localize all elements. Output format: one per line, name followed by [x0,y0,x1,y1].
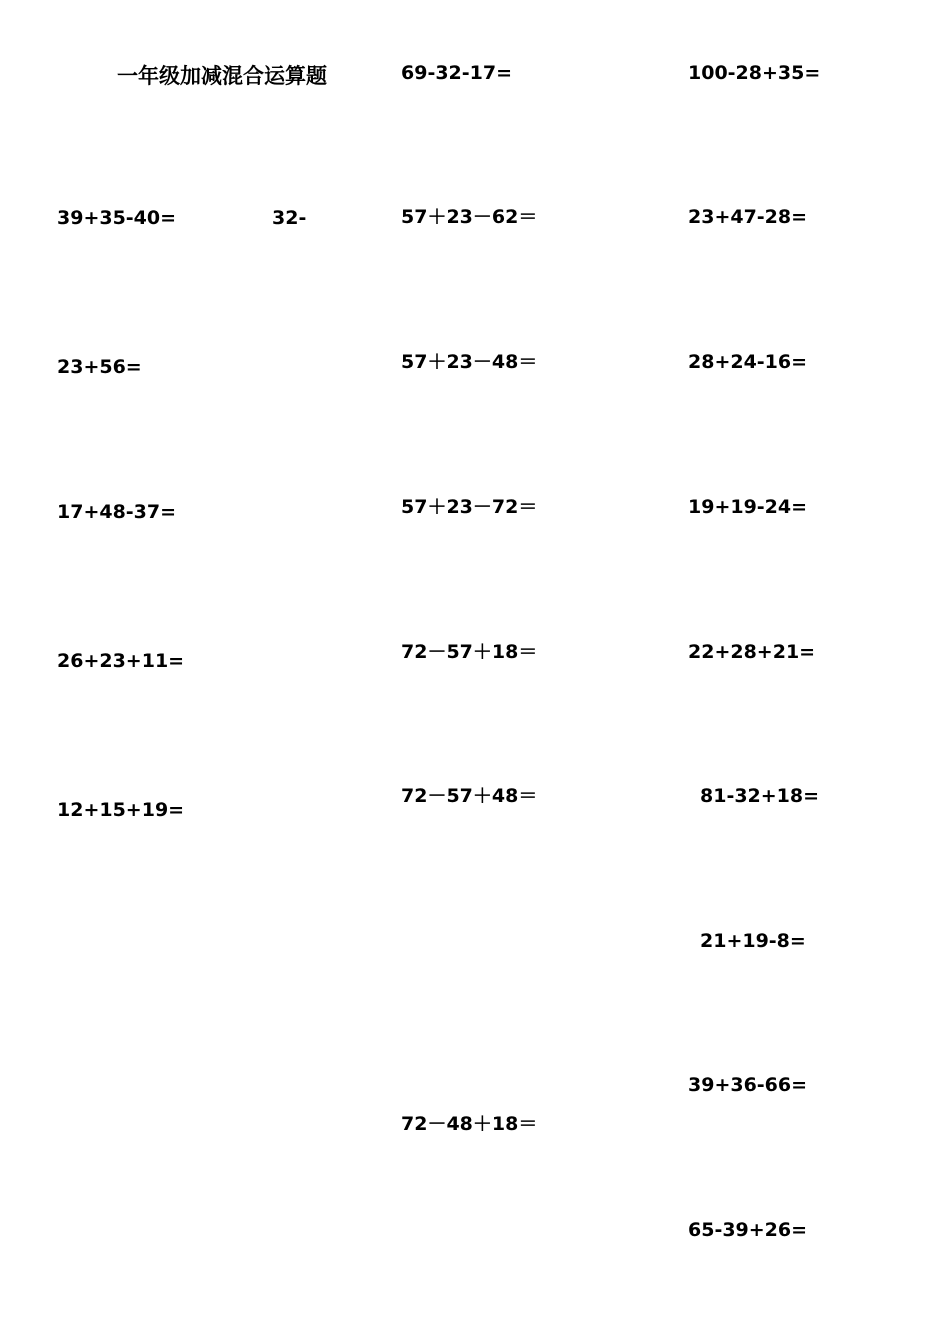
problem-12: 72－57＋48＝ [401,785,538,807]
problem-16: 28+24-16= [688,351,808,373]
problem-3: 23+56= [57,356,142,378]
problem-9: 57＋23－48＝ [401,351,538,373]
problem-11: 72－57＋18＝ [401,641,538,663]
problem-5: 26+23+11= [57,650,185,672]
problem-21: 39+36-66= [688,1074,808,1096]
problem-8: 57＋23－62＝ [401,206,538,228]
problem-7: 69-32-17= [401,62,513,84]
problem-1: 39+35-40= [57,207,177,229]
problem-20: 21+19-8= [700,930,806,952]
problem-17: 19+19-24= [688,496,808,518]
problem-18: 22+28+21= [688,641,816,663]
problem-13: 72－48＋18＝ [401,1113,538,1135]
worksheet-title: 一年级加减混合运算题 [117,64,327,88]
problem-4: 17+48-37= [57,501,177,523]
problem-14: 100-28+35= [688,62,821,84]
problem-2: 32- [272,207,307,229]
problem-6: 12+15+19= [57,799,185,821]
problem-15: 23+47-28= [688,206,808,228]
problem-19: 81-32+18= [700,785,820,807]
problem-22: 65-39+26= [688,1219,808,1241]
problem-10: 57＋23－72＝ [401,496,538,518]
